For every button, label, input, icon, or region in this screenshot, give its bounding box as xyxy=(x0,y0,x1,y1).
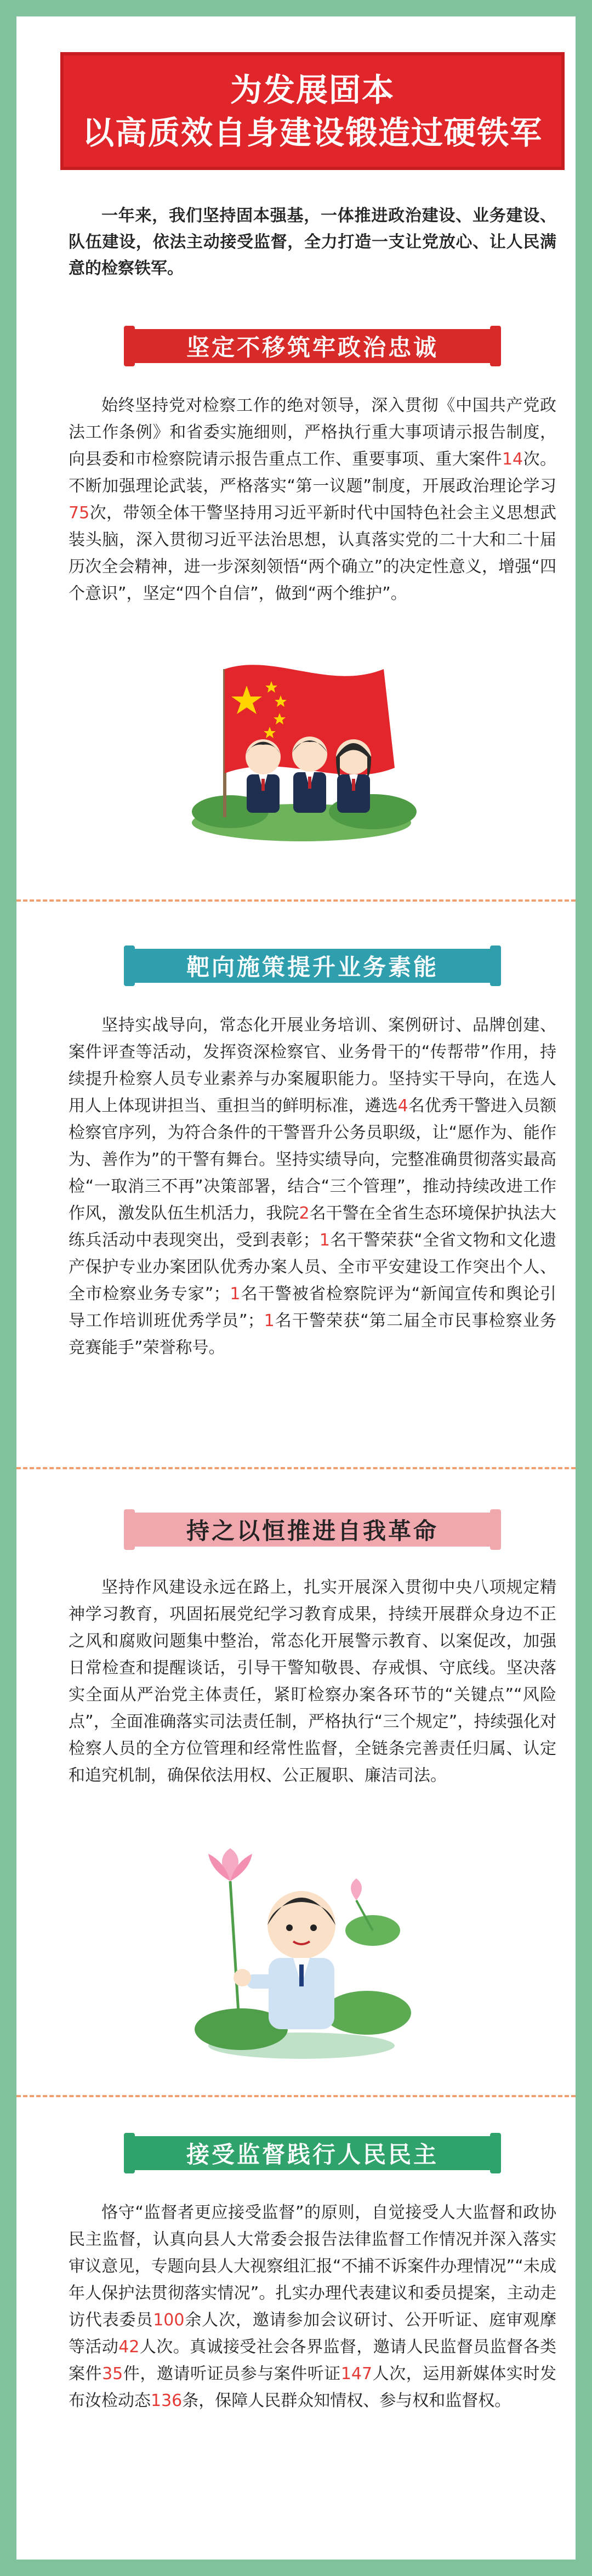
paragraph-text: 名干警荣获“第二届全市民事检察业务竞赛能手”荣誉称号。 xyxy=(69,1311,556,1357)
paragraph-text: 名干警被省检察院评为“新闻宣传和舆论引导工作培训班优秀学员”； xyxy=(69,1284,556,1331)
paragraph-text: 名干警在全省生态环境保护执法大练兵活动中表现突出，受到表彰； xyxy=(69,1204,556,1250)
highlight-number: 2 xyxy=(299,1204,310,1223)
header-title-line-1: 为发展固本 xyxy=(230,71,395,109)
poster-page xyxy=(16,16,576,2560)
section-title-2 xyxy=(126,943,499,988)
section-2-paragraph xyxy=(69,1012,556,1361)
highlight-number: 1 xyxy=(264,1311,275,1331)
highlight-number: 100 xyxy=(153,2311,185,2330)
section-3-paragraph xyxy=(69,1574,556,1789)
paragraph-text: 次，带领全体干警坚持用习近平新时代中国特色社会主义思想武装头脑，深入贯彻习近平法治思想，认真落实党的二十大和二十届历次全会精神，进一步深刻领悟“两个确立”的决定性意义，增强“四个意识”，坚定“四个自信”，做到“两个维护”。 xyxy=(69,503,556,603)
section-title-2-label: 靶向施策提升业务素能 xyxy=(186,954,439,981)
highlight-number: 4 xyxy=(397,1096,408,1116)
highlight-number: 147 xyxy=(340,2364,373,2383)
paragraph-text: 余人次，邀请参加会议研讨、公开听证、庭审观摩等活动 xyxy=(69,2311,557,2357)
section-title-3 xyxy=(126,1507,499,1552)
section-divider-2 xyxy=(16,1467,576,1469)
section-title-4-label: 接受监督践行人民民主 xyxy=(186,2141,439,2168)
intro-paragraph: 一年来，我们坚持固本强基，一体推进政治建设、业务建设、队伍建设，依法主动接受监督，全力打造一支让党放心、让人民满意的检察铁军。 xyxy=(69,206,556,278)
paragraph-text: 件，邀请听证员参与案件听证 xyxy=(123,2364,341,2383)
paragraph-text: 人次。真诚接受社会各界监督，邀请人民监督员监督各类案件 xyxy=(69,2337,556,2383)
paragraph-text: 条，保障人民群众知情权、参与权和监督权。 xyxy=(182,2391,511,2410)
section-title-3-label: 持之以恒推进自我革命 xyxy=(186,1518,439,1544)
highlight-number: 136 xyxy=(151,2391,183,2410)
paragraph-text: 恪守“监督者更应接受监督”的原则，自觉接受人大监督和政协民主监督，认真向县人大常委会报告法律监督工作情况并深入落实审议意见，专题向县人大视察组汇报“不捕不诉案件办理情况”“未成年人保护法贯彻落实情况”。扎实办理代表建议和委员提案，主动走访代表委员 xyxy=(69,2203,556,2330)
highlight-number: 42 xyxy=(118,2337,140,2357)
section-title-1 xyxy=(126,324,499,369)
section-divider-3 xyxy=(16,2095,576,2097)
paragraph-text: 坚持实战导向，常态化开展业务培训、案例研讨、品牌创建、案件评查等活动，发挥资深检察官、业务骨干的“传帮带”作用，持续提升检察人员专业素养与办案履职能力。坚持实干导向，在选人用人上体现讲担当、重担当的鲜明标准，遴选 xyxy=(69,1016,556,1116)
paragraph-text: 名优秀干警进入员额检察官序列，为符合条件的干警晋升公务员职级，让“愿作为、能作为、善作为”的干警有舞台。坚持实绩导向，完整准确贯彻落实最高检“一取消三不再”决策部署，结合“三个管理”，推动持续改进工作作风，激发队伍生机活力，我院 xyxy=(69,1096,556,1223)
section-4-paragraph xyxy=(69,2199,556,2414)
section-title-1-label: 坚定不移筑牢政治忠诚 xyxy=(186,334,439,361)
paragraph-text: 始终坚持党对检察工作的绝对领导，深入贯彻《中国共产党政法工作条例》和省委实施细则，严格执行重大事项请示报告制度，向县委和市检察院请示报告重点工作、重要事项、重大案件 xyxy=(69,396,556,469)
highlight-number: 1 xyxy=(319,1231,330,1250)
highlight-number: 1 xyxy=(230,1284,241,1304)
paragraph-text: 人次，运用新媒体实时发布汝检动态 xyxy=(69,2364,557,2410)
prosecutor-lotus-illustration xyxy=(192,1848,411,2062)
highlight-number: 75 xyxy=(69,503,90,523)
paragraph-text: 名干警荣获“全省文物和文化遗产保护专业办案团队优秀办案人员、全市平安建设工作突出个人、全市检察业务专家”； xyxy=(69,1231,557,1304)
highlight-number: 35 xyxy=(102,2364,123,2383)
header-title-line-2: 以高质效自身建设锻造过硬铁军 xyxy=(82,114,543,151)
section-1-paragraph xyxy=(69,392,556,607)
paragraph-text: 次。不断加强理论武装，严格落实“第一议题”制度，开展政治理论学习 xyxy=(69,450,556,496)
section-divider-1 xyxy=(16,899,576,902)
flag-and-prosecutors-illustration xyxy=(164,647,428,845)
section-title-4 xyxy=(126,2131,499,2176)
header-banner xyxy=(60,52,565,170)
paragraph-text: 坚持作风建设永远在路上，扎实开展深入贯彻中央八项规定精神学习教育，巩固拓展党纪学习教育成果，持续开展群众身边不正之风和腐败问题集中整治，常态化开展警示教育、以案促改，加强日常检查和提醒谈话，引导干警知敬畏、存戒惧、守底线。坚决落实全面从严治党主体责任，紧盯检察办案各环节的“关键点”“风险点”，全面准确落实司法责任制，严格执行“三个规定”，持续强化对检察人员的全方位管理和经常性监督，全链条完善责任归属、认定和追究机制，确保依法用权、公正履职、廉洁司法。 xyxy=(69,1578,556,1785)
highlight-number: 14 xyxy=(502,450,523,469)
